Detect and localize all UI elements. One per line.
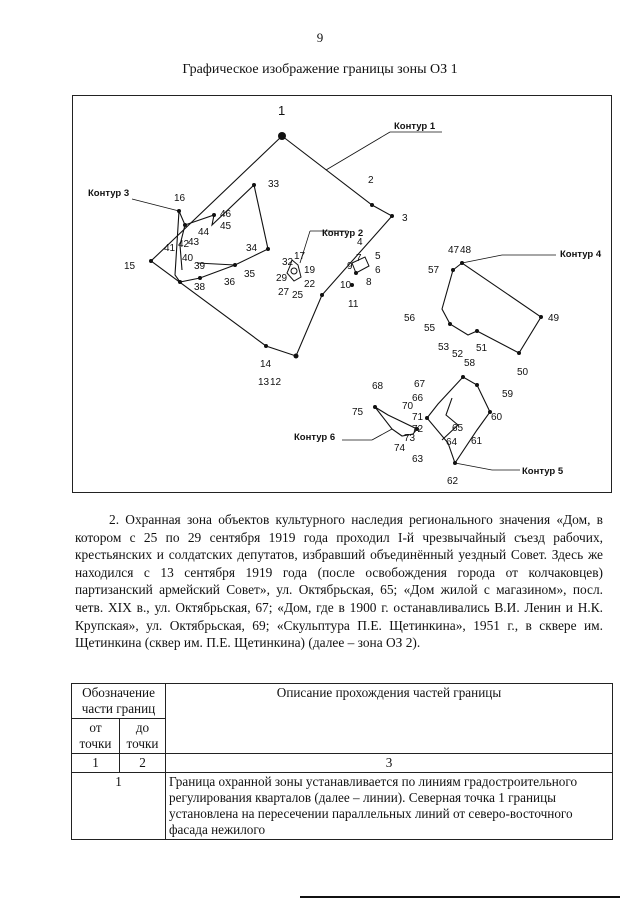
point-label: 5 (375, 251, 381, 262)
point-label: 13 (258, 377, 270, 388)
num-col-1: 1 (72, 754, 120, 773)
point-label: 33 (268, 179, 280, 190)
num-col-2: 2 (120, 754, 166, 773)
point-label: 49 (548, 313, 560, 324)
contour-6-label: Контур 6 (294, 432, 336, 443)
point-label: 41 (164, 243, 176, 254)
point-label: 67 (414, 379, 426, 390)
point-label: 1 (278, 103, 286, 118)
point-label: 40 (182, 253, 194, 264)
point-label: 62 (447, 476, 459, 487)
point-label: 72 (412, 424, 424, 435)
point-label: 42 (178, 239, 190, 250)
point-label: 9 (347, 261, 353, 272)
point-label: 7 (356, 253, 362, 264)
contour-4-polygon (442, 263, 541, 353)
point-label: 73 (404, 433, 416, 444)
point-label: 68 (372, 381, 384, 392)
point-label: 51 (476, 343, 488, 354)
point-label: 38 (194, 282, 206, 293)
point-label: 39 (194, 261, 206, 272)
point-label: 60 (491, 412, 503, 423)
point-label: 48 (460, 245, 472, 256)
point-label: 45 (220, 221, 232, 232)
header-to: до точки (120, 719, 166, 754)
boundary-table (71, 683, 613, 840)
point-label: 8 (366, 277, 372, 288)
header-from: от точки (72, 719, 120, 754)
point-label: 46 (220, 209, 232, 220)
point-label: 19 (304, 265, 316, 276)
point-label: 65 (452, 423, 464, 434)
point-label: 35 (244, 269, 256, 280)
contour-5-polygon (427, 377, 490, 463)
point-label: 53 (438, 342, 450, 353)
point-label: 22 (304, 279, 316, 290)
point-label: 6 (375, 265, 381, 276)
page-number: 9 (316, 30, 324, 45)
contour-1-label: Контур 1 (394, 121, 436, 132)
point-label: 15 (124, 261, 136, 272)
point-label: 52 (452, 349, 464, 360)
point-label: 44 (198, 227, 210, 238)
point-label: 74 (394, 443, 406, 454)
page-bottom-rule (300, 896, 620, 898)
point-label: 47 (448, 245, 460, 256)
point-label: 66 (412, 393, 424, 404)
point-label: 32 (282, 257, 294, 268)
row-description: Граница охранной зоны устанавливается по линиям градостроительного регулирования кварталов (далее – линии). Северная точка 1 границы установлена на пересечении параллельных линий от северо-восточного фасада нежилого (166, 773, 613, 840)
zone-oz2-description (75, 511, 603, 652)
point-label: 3 (402, 213, 408, 224)
point-label: 25 (292, 290, 304, 301)
boundary-diagram (72, 95, 612, 493)
point-label: 16 (174, 193, 186, 204)
point-label: 2 (368, 175, 374, 186)
point-label: 50 (517, 367, 529, 378)
row-from-point: 1 (72, 773, 166, 840)
point-label: 17 (294, 251, 306, 262)
point-label: 64 (446, 437, 458, 448)
point-label: 14 (260, 359, 272, 370)
point-label: 27 (278, 287, 290, 298)
figure-title: Графическое изображение границы зоны ОЗ 1 (182, 62, 458, 77)
contour-3-label: Контур 3 (88, 188, 130, 199)
point-label: 75 (352, 407, 364, 418)
point-label: 59 (502, 389, 514, 400)
point-label: 11 (348, 299, 359, 310)
point-label: 58 (464, 358, 476, 369)
point-label: 29 (276, 273, 288, 284)
point-label: 70 (402, 401, 414, 412)
point-label: 61 (471, 436, 483, 447)
point-label: 56 (404, 313, 416, 324)
num-col-3: 3 (166, 754, 613, 773)
header-part: Обозначение части границ (72, 684, 166, 719)
contour-5-label: Контур 5 (522, 466, 564, 477)
point-label: 36 (224, 277, 236, 288)
point-label: 4 (357, 237, 363, 248)
point-label: 43 (188, 237, 200, 248)
contour-4-label: Контур 4 (560, 249, 602, 260)
contour-3-polygon (175, 185, 268, 282)
paragraph-text: 2. Охранная зона объектов культурного наследия регионального значения «Дом, в котором с 25 по 29 сентября 1919 года проходил I-й чрезвычайный съезд рабочих, крестьянских и солдатских депутатов, избравший объединённый уездный Совет. Здесь же находился с 13 сентября 1919 года (после освобождения города от колчаковцев) партизанский армейский Совет», ул. Октябрьская, 65; «Дом жилой с магазином», посл. четв. XIX в., ул. Октябрьская, 67; «Дом, где в 1900 г. останавливались В.И. Ленин и Н.К. Крупская», ул. Октябрьская, 69; «Скульптура П.Е. Щетинкина», 1951 г., в сквере им. Щетинкина (сквер им. П.Е. Щетинкина) (далее – зона ОЗ 2). (75, 512, 603, 651)
point-label: 55 (424, 323, 436, 334)
contour-2-label: Контур 2 (322, 228, 364, 239)
header-desc: Описание прохождения частей границы (166, 684, 613, 754)
point-label: 71 (412, 412, 424, 423)
point-label: 34 (246, 243, 258, 254)
point-label: 63 (412, 454, 424, 465)
point-label: 57 (428, 265, 440, 276)
point-label: 12 (270, 377, 282, 388)
point-label: 10 (340, 280, 352, 291)
